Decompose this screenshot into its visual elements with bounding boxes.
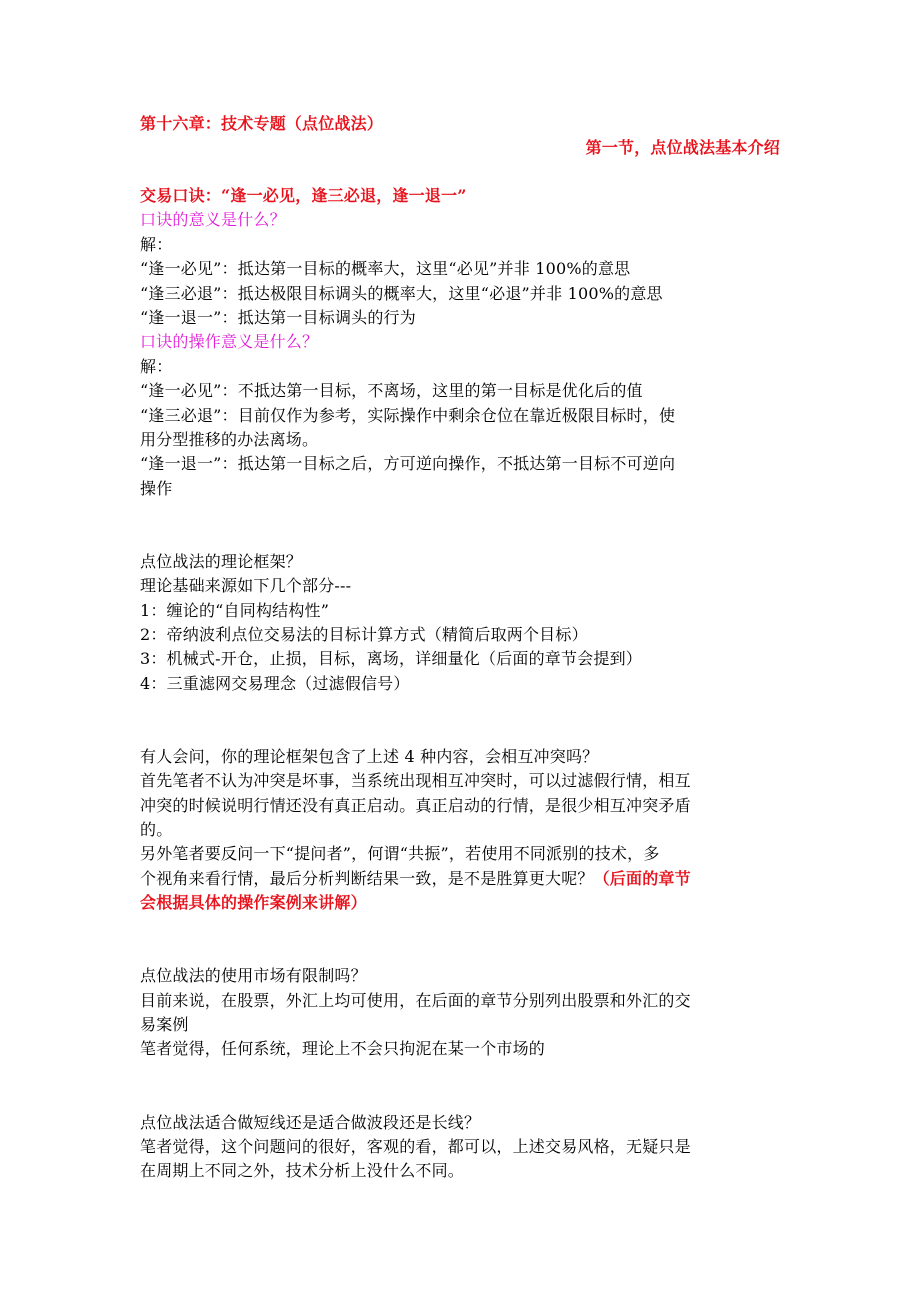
conflict-line: 冲突的时候说明行情还没有真正启动。真正启动的行情，是很少相互冲突矛盾 <box>140 796 691 815</box>
conflict-last-red: （后面的章节 <box>593 869 691 888</box>
q1-answer-label: 解： <box>140 235 173 254</box>
q1-line: “逢一退一”：抵达第一目标调头的行为 <box>140 308 416 327</box>
q2-answer-label: 解： <box>140 357 173 376</box>
framework-item: 3：机械式-开仓，止损，目标，离场，详细量化（后面的章节会提到） <box>140 649 642 668</box>
framework-item: 4：三重滤网交易理念（过滤假信号） <box>140 674 410 693</box>
framework-question: 点位战法的理论框架？ <box>140 552 303 571</box>
conflict-last-plain: 个视角来看行情，最后分析判断结果一致，是不是胜算更大呢？ <box>140 869 594 888</box>
timeframe-question: 点位战法适合做短线还是适合做波段还是长线？ <box>140 1113 481 1132</box>
q1-line: “逢三必退”：抵达极限目标调头的概率大，这里“必退”并非 100%的意思 <box>140 284 663 303</box>
q2-line: 操作 <box>140 479 173 498</box>
q2-question: 口诀的操作意义是什么？ <box>140 332 319 351</box>
markets-line: 笔者觉得，任何系统，理论上不会只拘泥在某一个市场的 <box>140 1039 546 1058</box>
conflict-line: 的。 <box>140 820 173 839</box>
conflict-line: 首先笔者不认为冲突是坏事，当系统出现相互冲突时，可以过滤假行情，相互 <box>140 771 691 790</box>
q1-line: “逢一必见”：抵达第一目标的概率大，这里“必见”并非 100%的意思 <box>140 259 631 278</box>
markets-question: 点位战法的使用市场有限制吗？ <box>140 966 367 985</box>
q2-line: “逢三必退”：目前仅作为参考，实际操作中剩余仓位在靠近极限目标时，使 <box>140 406 676 425</box>
conflict-final-red: 会根据具体的操作案例来讲解） <box>140 893 367 912</box>
q2-line: 用分型推移的办法离场。 <box>140 430 319 449</box>
timeframe-line: 笔者觉得，这个问题问的很好，客观的看，都可以，上述交易风格，无疑只是 <box>140 1137 691 1156</box>
timeframe-line: 在周期上不同之外，技术分析上没什么不同。 <box>140 1161 465 1180</box>
q2-line: “逢一必见”：不抵达第一目标，不离场，这里的第一目标是优化后的值 <box>140 381 643 400</box>
chapter-title: 第十六章：技术专题（点位战法） <box>140 114 384 133</box>
framework-intro: 理论基础来源如下几个部分--- <box>140 576 352 595</box>
conflict-line: 另外笔者要反问一下“提问者”，何谓“共振”，若使用不同派别的技术，多 <box>140 844 660 863</box>
framework-item: 2：帝纳波利点位交易法的目标计算方式（精简后取两个目标） <box>140 625 588 644</box>
markets-line: 目前来说，在股票，外汇上均可使用，在后面的章节分别列出股票和外汇的交 <box>140 991 691 1010</box>
q2-line: “逢一退一”：抵达第一目标之后，方可逆向操作，不抵达第一目标不可逆向 <box>140 454 676 473</box>
framework-item: 1：缠论的“自同构结构性” <box>140 601 330 620</box>
conflict-question: 有人会问，你的理论框架包含了上述 4 种内容，会相互冲突吗？ <box>140 747 599 766</box>
q1-question: 口诀的意义是什么？ <box>140 210 286 229</box>
mnemonic: 交易口诀：“逢一必见，逢三必退，逢一退一” <box>140 186 467 205</box>
markets-line: 易案例 <box>140 1015 189 1034</box>
conflict-last-line <box>140 867 780 891</box>
section-title: 第一节，点位战法基本介绍 <box>585 138 780 157</box>
